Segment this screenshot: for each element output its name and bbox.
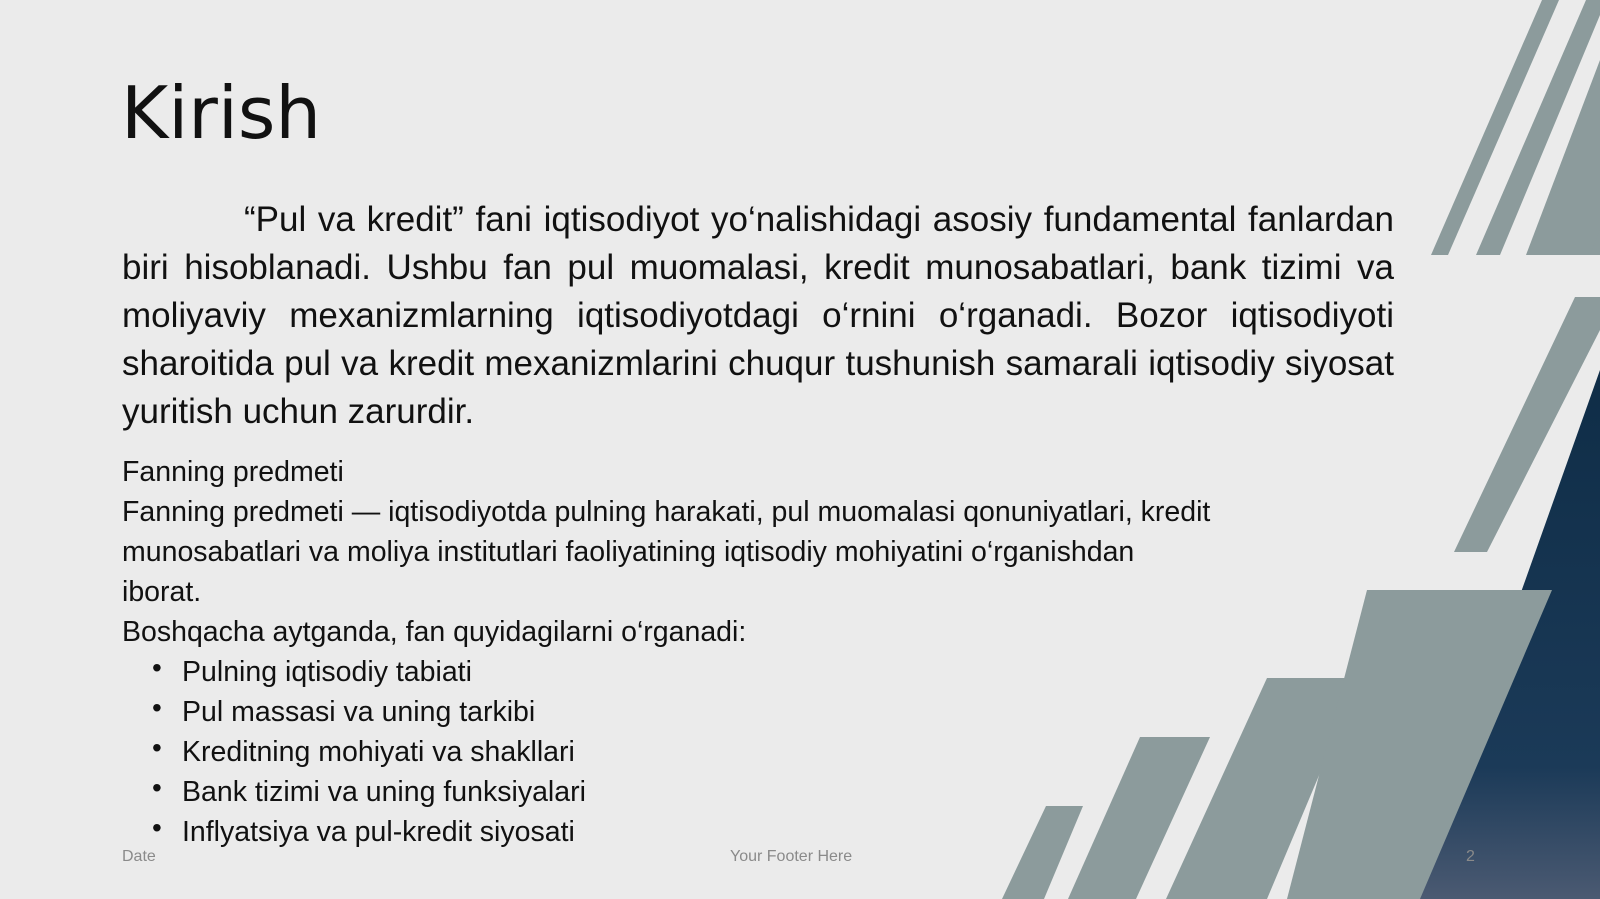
- bullet-icon: •: [152, 732, 162, 763]
- list-item-text: Pul massasi va uning tarkibi: [182, 696, 536, 728]
- bullet-icon: •: [152, 772, 162, 803]
- subject-section: [122, 452, 1362, 852]
- page-number: 2: [1466, 848, 1475, 865]
- list-item-text: Bank tizimi va uning funksiyalari: [182, 776, 586, 808]
- list-item-text: Kreditning mohiyati va shakllari: [182, 736, 575, 768]
- list-item-text: Inflyatsiya va pul-kredit siyosati: [182, 816, 575, 848]
- list-item: [152, 732, 1362, 772]
- topics-list: [122, 652, 1362, 852]
- subject-line: iborat.: [122, 576, 202, 608]
- subject-line: munosabatlari va moliya institutlari faoliyatining iqtisodiy mohiyatini o‘rganishdan: [122, 536, 1135, 568]
- subject-heading: Fanning predmeti: [122, 456, 344, 488]
- bullet-icon: •: [152, 692, 162, 723]
- bullet-icon: •: [152, 812, 162, 843]
- list-intro: Boshqacha aytganda, fan quyidagilarni o‘rganadi:: [122, 616, 747, 648]
- list-item: [152, 812, 1362, 852]
- subject-line: Fanning predmeti — iqtisodiyotda pulning harakati, pul muomalasi qonuniyatlari, kredit: [122, 496, 1211, 528]
- list-item: [152, 652, 1362, 692]
- slide-title: Kirish: [121, 71, 321, 155]
- bullet-icon: •: [152, 652, 162, 683]
- footer-date: Date: [122, 848, 156, 865]
- list-item-text: Pulning iqtisodiy tabiati: [182, 656, 472, 688]
- list-item: [152, 772, 1362, 812]
- footer-text: Your Footer Here: [730, 848, 853, 865]
- intro-paragraph: “Pul va kredit” fani iqtisodiyot yo‘nalishidagi asosiy fundamental fanlardan biri hisoblanadi. Ushbu fan pul muomalasi, kredit munosabatlari, bank tizimi va moliyaviy mexanizmlarning iqtisodiyotdagi o‘rnini o‘rganadi. Bozor iqtisodiyoti sharoitida pul va kredit mexanizmlarini chuqur tushunish samarali iqtisodiy siyosat yuritish uchun zarurdir.: [122, 200, 1394, 431]
- list-item: [152, 692, 1362, 732]
